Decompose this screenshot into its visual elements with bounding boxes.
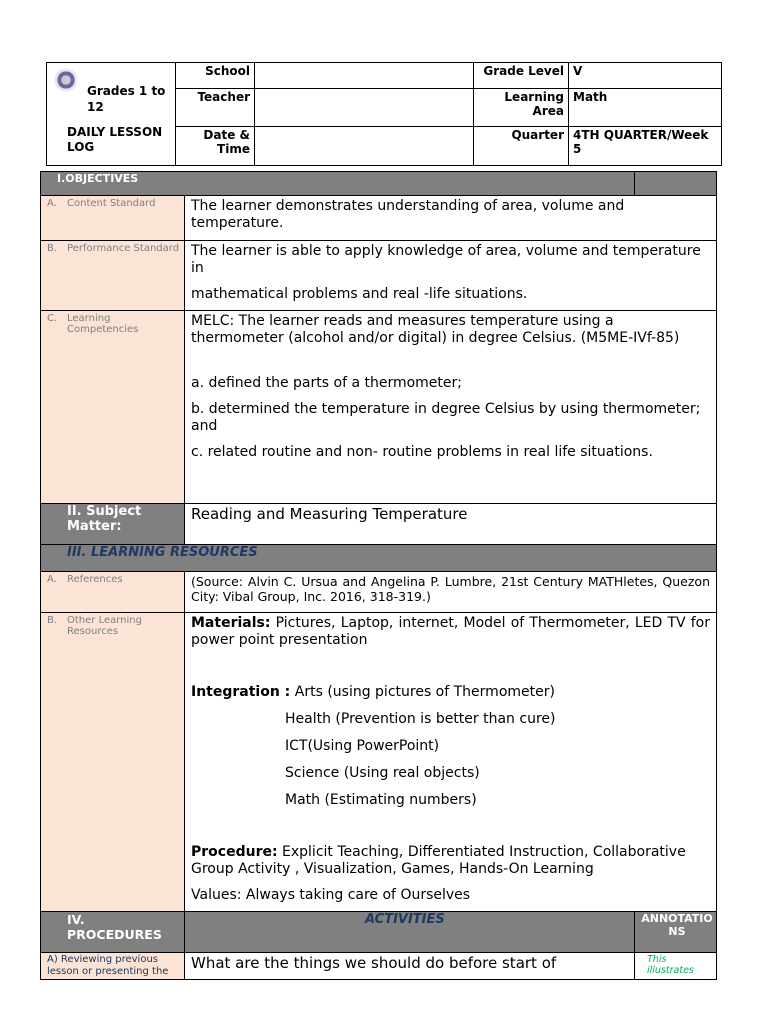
- quarter-value: 4TH QUARTER/Week 5: [569, 127, 722, 166]
- school-label: School: [176, 63, 255, 89]
- performance-standard-key: B.: [47, 243, 58, 254]
- objectives-heading-row: [40, 171, 717, 196]
- learning-area-value: Math: [569, 89, 722, 127]
- title-line1: Grades 1 to 12: [87, 84, 166, 114]
- content-standard-row: [40, 196, 717, 241]
- performance-standard-row: [40, 241, 717, 311]
- learning-competencies-row: [40, 311, 717, 504]
- teacher-value: [255, 89, 474, 127]
- competency-melc: MELC: The learner reads and measures temperature using a thermometer (alcohol and/or digital) in degree Celsius. (M5ME-IVf-85): [191, 313, 680, 346]
- references-key: A.: [47, 574, 57, 585]
- integration-science: Science (Using real objects): [285, 765, 480, 781]
- references-row: [40, 572, 717, 613]
- grade-level-value: V: [569, 63, 722, 89]
- subject-matter-heading: II. Subject Matter:: [67, 504, 142, 534]
- integration-ict: ICT(Using PowerPoint): [285, 738, 440, 754]
- integration-label: Integration :: [191, 684, 291, 700]
- other-resources-row: [40, 613, 717, 912]
- procedure-a-note: This illustrates: [647, 954, 694, 976]
- procedure-text: Explicit Teaching, Differentiated Instruction, Collaborative Group Activity , Visualization, Games, Hands-On Learning: [191, 844, 686, 877]
- title-line2: DAILY LESSON LOG: [67, 125, 163, 154]
- references-text: (Source: Alvin C. Ursua and Angelina P. Lumbre, 21st Century MATHletes, Quezon City: Vibal Group, Inc. 2016, 318-319.): [191, 574, 710, 604]
- integration-arts: Arts (using pictures of Thermometer): [290, 684, 555, 700]
- procedures-heading: IV. PROCEDURES: [67, 912, 162, 942]
- activities-heading: ACTIVITIES: [365, 912, 445, 927]
- header-table: [46, 62, 722, 165]
- learning-competencies-label: Learning Competencies: [67, 313, 139, 335]
- subject-matter-text: Reading and Measuring Temperature: [191, 505, 468, 523]
- learning-area-label: Learning Area: [474, 89, 569, 127]
- other-resources-label: Other Learning Resources: [67, 615, 142, 637]
- performance-standard-text2: mathematical problems and real -life situations.: [191, 286, 528, 302]
- subject-matter-row: [40, 504, 717, 545]
- procedure-a-row: [40, 953, 717, 980]
- content-standard-key: A.: [47, 198, 57, 209]
- procedure-label: Procedure:: [191, 844, 278, 860]
- values-text: Values: Always taking care of Ourselves: [191, 887, 471, 903]
- quarter-label: Quarter: [474, 127, 569, 166]
- school-value: [255, 63, 474, 89]
- title-cell: [47, 63, 176, 166]
- date-time-label: Date & Time: [176, 127, 255, 166]
- integration-health: Health (Prevention is better than cure): [285, 711, 556, 727]
- procedure-a-text: What are the things we should do before start of: [191, 954, 557, 972]
- teacher-label: Teacher: [176, 89, 255, 127]
- competency-a: a. defined the parts of a thermometer;: [191, 375, 462, 391]
- materials-label: Materials:: [191, 615, 271, 631]
- date-time-value: [255, 127, 474, 166]
- learning-competencies-key: C.: [47, 313, 58, 324]
- competency-b: b. determined the temperature in degree Celsius by using thermometer; and: [191, 401, 701, 434]
- competency-c: c. related routine and non- routine problems in real life situations.: [191, 444, 653, 460]
- objectives-heading: I.OBJECTIVES: [57, 172, 139, 185]
- references-label: References: [67, 574, 123, 585]
- procedure-a-label: A) Reviewing previous lesson or presenting the: [47, 954, 169, 977]
- learning-resources-heading: III. LEARNING RESOURCES: [67, 545, 258, 560]
- performance-standard-text1: The learner is able to apply knowledge of area, volume and temperature in: [191, 243, 701, 276]
- procedures-heading-row: [40, 912, 717, 953]
- integration-math: Math (Estimating numbers): [285, 792, 477, 808]
- other-resources-key: B.: [47, 615, 58, 626]
- materials-text: Pictures, Laptop, internet, Model of Thermometer, LED TV for power point presentation: [191, 615, 710, 648]
- performance-standard-label: Performance Standard: [67, 243, 180, 254]
- content-standard-label: Content Standard: [67, 198, 156, 209]
- content-standard-text: The learner demonstrates understanding of area, volume and temperature.: [191, 198, 625, 231]
- grade-level-label: Grade Level: [474, 63, 569, 89]
- annotations-heading: ANNOTATIONS: [641, 912, 713, 938]
- learning-resources-heading-row: [40, 545, 717, 572]
